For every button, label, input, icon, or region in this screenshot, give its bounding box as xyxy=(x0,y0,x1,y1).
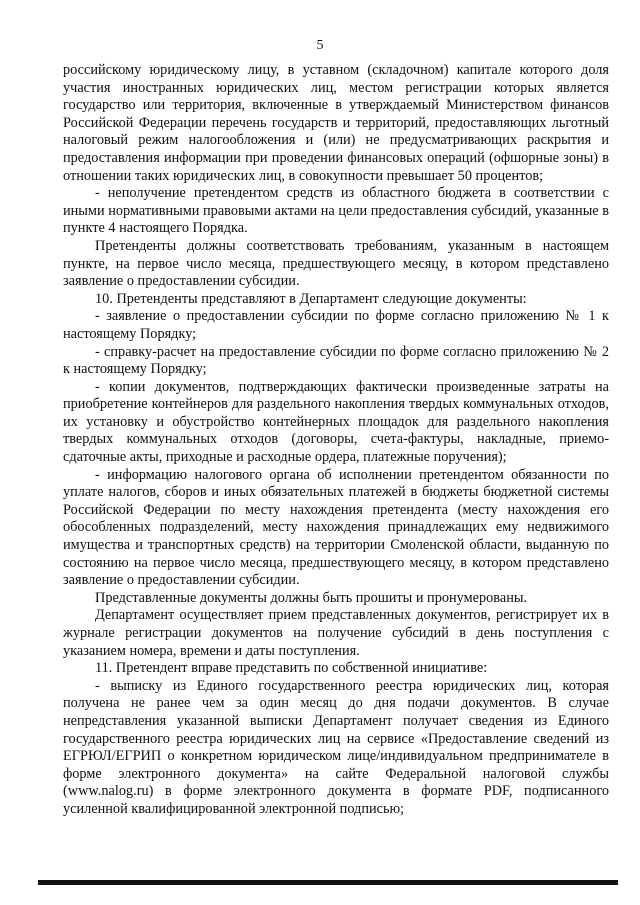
clause-11-heading: 11. Претендент вправе представить по собственной инициативе: xyxy=(95,660,488,677)
paragraph-registration: Департамент осуществляет прием представленных документов, регистрирует их в журнале регистрации документов на получение субсидий в день поступления с указанием номера, времени и даты поступления. xyxy=(63,607,609,659)
paragraph-requirements-date: Претенденты должны соответствовать требованиям, указанным в настоящем пункте, на первое число месяца, предшествующего месяцу, в котором представлено заявление о предоставлении субсидии. xyxy=(63,237,609,290)
list-item-egrul-extract: - выписку из Единого государственного реестра юридических лиц, которая получена не ранее чем за один месяц до дня подачи документов. В случае непредставления указанной выписки Департамент получает сведения из Единого государственного реестра юридических лиц на сервисе «Предоставление сведений из ЕГРЮЛ/ЕГРИП о конкретном юридическом лице/индивидуальном предпринимателе в форме электронного документа» на сайте Федеральной налоговой службы (www.nalog.ru) в форме электронного документа в формате PDF, подписанного усиленной квалифицированной электронной подписью; xyxy=(63,677,609,817)
list-item-expense-copies: - копии документов, подтверждающих фактически произведенные затраты на приобретение контейнеров для раздельного накопления твердых коммунальных отходов, их установку и обустройство контейнерных площадок для раздельного накопления твердых коммунальных отходов (договоры, счета-фактуры, накладные, приемо-сдаточные акты, приходные и расходные ордера, платежные поручения); xyxy=(63,378,609,466)
list-item-tax-info: - информацию налогового органа об исполнении претендентом обязанности по уплате налогов, сборов и иных обязательных платежей в бюджеты бюджетной системы Российской Федерации по месту нахождения претендента (месту нахождения его обособленных подразделений, месту нахождения принадлежащих ему недвижимого имущества и транспортных средств) на территории Смоленской области, выданную по состоянию на первое число месяца, предшествующего месяцу, в котором представлено заявление о предоставлении субсидии. xyxy=(63,466,609,589)
list-item-application: - заявление о предоставлении субсидии по форме согласно приложению № 1 к настоящему Порядку; xyxy=(63,308,609,342)
list-item-no-funding: - неполучение претендентом средств из областного бюджета в соответствии с иными нормативными правовыми актами на цели предоставления субсидий, указанные в пункте 4 настоящего Порядка. xyxy=(63,185,609,237)
clause-10-heading: 10. Претенденты представляют в Департамент следующие документы: xyxy=(95,290,527,307)
bottom-scan-border xyxy=(38,880,618,885)
paragraph-continuation: российскому юридическому лицу, в уставном (складочном) капитале которого доля участия иностранных юридических лиц, местом регистрации которых является государство или территория, включенные в утверждаемый Министерством финансов Российской Федерации перечень государств и территорий, предоставляющих льготный налоговый режим налогообложения и (или) не предусматривающих раскрытия и предоставления информации при проведении финансовых операций (офшорные зоны) в отношении таких юридических лиц, в совокупности превышает 50 процентов; xyxy=(63,62,609,184)
document-body xyxy=(63,62,609,819)
paragraph-binding: Представленные документы должны быть прошиты и пронумерованы. xyxy=(95,589,528,606)
list-item-calculation: - справку-расчет на предоставление субсидии по форме согласно приложению № 2 к настоящему Порядку; xyxy=(63,343,609,378)
page-number: 5 xyxy=(316,38,324,53)
